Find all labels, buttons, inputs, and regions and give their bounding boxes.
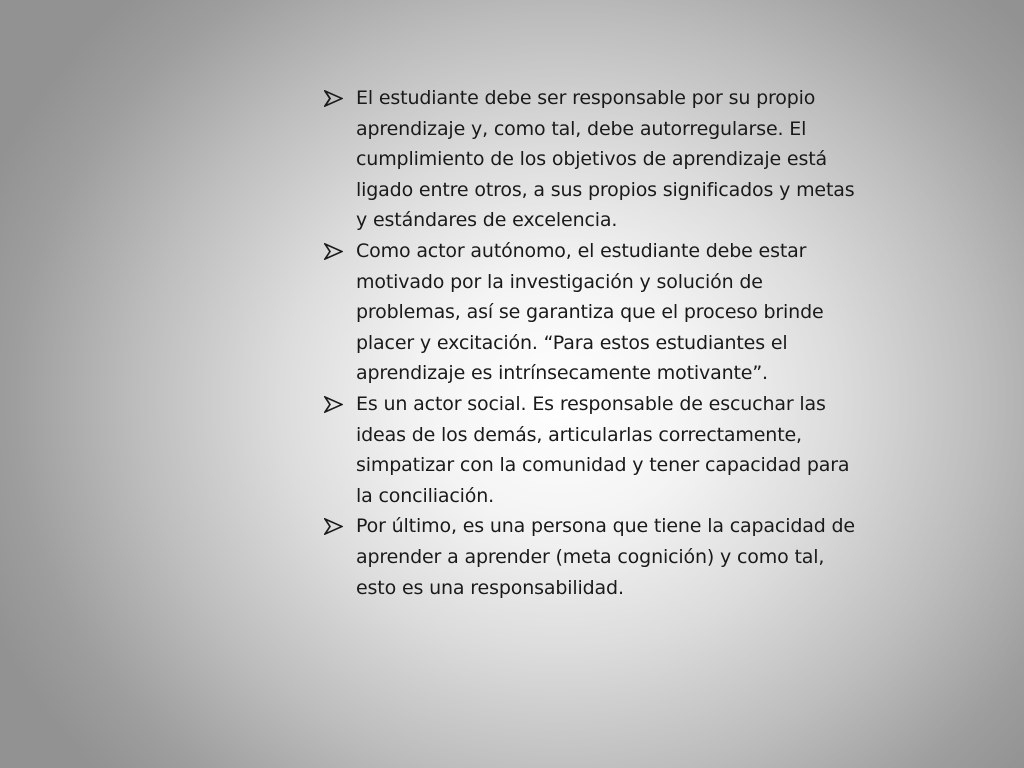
bullet-item — [322, 389, 867, 511]
bullet-list — [322, 83, 867, 603]
arrowhead-bullet-icon — [324, 90, 343, 107]
arrowhead-bullet-icon — [324, 243, 343, 260]
bullet-text: Como actor autónomo, el estudiante debe estar motivado por la investigación y solución de problemas, así se garantiza que el proceso brinde placer y excitación. “Para estos estudiantes el aprendizaje es intrínsecamente motivante”. — [356, 239, 824, 385]
bullet-text: Por último, es una persona que tiene la capacidad de aprender a aprender (meta cognición) y como tal, esto es una responsabilidad. — [356, 515, 855, 599]
arrowhead-bullet-icon — [324, 518, 343, 535]
bullet-text: Es un actor social. Es responsable de escuchar las ideas de los demás, articularlas correctamente, simpatizar con la comunidad y tener capacidad para la conciliación. — [356, 392, 850, 507]
bullet-item — [322, 511, 867, 603]
bullet-item — [322, 236, 867, 389]
arrowhead-bullet-icon — [324, 396, 343, 413]
bullet-item — [322, 83, 867, 236]
bullet-text: El estudiante debe ser responsable por su propio aprendizaje y, como tal, debe autorregularse. El cumplimiento de los objetivos de aprendizaje está ligado entre otros, a sus propios significados y metas y estándares de excelencia. — [356, 87, 855, 232]
